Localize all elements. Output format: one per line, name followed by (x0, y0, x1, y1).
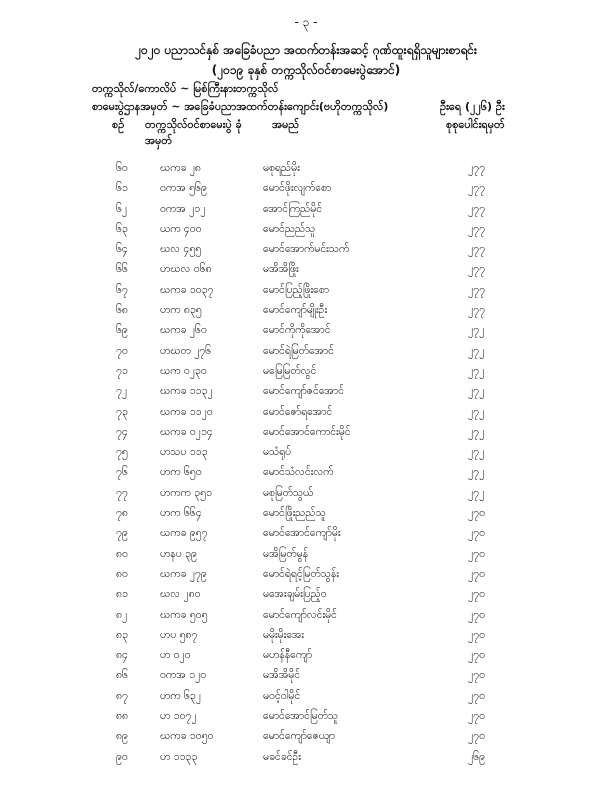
roll-number: ဟပ ၅၈၇ (160, 628, 198, 641)
student-name: မောင်သံလင်းလက် (263, 466, 334, 479)
total-marks: ၂၇၀ (468, 649, 485, 662)
total-marks: ၂၇၂ (468, 324, 485, 337)
row-number: ၇၃ (116, 405, 128, 418)
roll-number: ဟဃတ ၂၇၆ (160, 344, 212, 357)
roll-number: ဟကက ၃၅၁ (160, 486, 212, 499)
student-name: မအေးချမ်းပြည့်ဝ (263, 588, 327, 601)
table-row (0, 223, 612, 243)
student-name: မောင်ဇော်ရအောင် (263, 405, 333, 418)
roll-number: ဟက ၆၆၄ (160, 507, 202, 520)
student-name: မစုမြတ်သွယ် (263, 486, 314, 499)
student-name: မောင်ပြည့်ဖြိုးစော (263, 283, 330, 296)
table-row (0, 162, 612, 182)
row-number: ၇၈ (116, 507, 128, 520)
student-name: မောင်ကျော်မျိုးဦး (263, 304, 328, 317)
total-marks: ၂၇၇ (468, 243, 485, 256)
roll-number: ဃလ ၄၅၅ (160, 243, 202, 256)
row-number: ၈၄ (116, 649, 128, 662)
roll-number: ဃလ ၂၈၀ (160, 588, 201, 601)
table-row (0, 243, 612, 263)
total-marks: ၂၇၀ (468, 567, 485, 580)
table-row (0, 345, 612, 365)
row-number: ၆၂ (116, 202, 128, 215)
roll-number: ဃကခ ၉၅၇ (160, 527, 208, 540)
header-name: အမည် (272, 118, 300, 131)
table-row (0, 710, 612, 730)
row-number: ၆၃ (116, 222, 128, 235)
roll-number: ဝကအ ၂၁၂ (160, 202, 206, 215)
row-number: ၇၄ (116, 425, 128, 438)
roll-number: ဟ ၁၀၇၂ (160, 710, 197, 723)
total-marks: ၂၇၇ (468, 304, 485, 317)
student-name: မောင်ရဲမြတ်အောင် (263, 344, 334, 357)
total-marks: ၂၇၂ (468, 486, 485, 499)
row-number: ၈၆ (116, 669, 128, 682)
roll-number: ဃကခ ၅၀၅ (160, 608, 208, 621)
row-number: ၆၈ (116, 304, 128, 317)
total-marks: ၂၇၇ (468, 283, 485, 296)
table-row (0, 690, 612, 710)
table-row (0, 284, 612, 304)
table-row (0, 263, 612, 283)
total-marks: ၂၇၀ (468, 547, 485, 560)
student-name: မဝင့်ဝါမိုင် (263, 689, 301, 702)
student-name: မောင်အောင်ကျော်မိုး (263, 527, 341, 540)
page-number: - ၃ - (294, 15, 318, 29)
row-number: ၈၀ (116, 547, 128, 560)
roll-number: ဟနပ ၃၉ (160, 547, 197, 560)
row-number: ၇၇ (116, 486, 128, 499)
student-name: မောင်အောင်မြတ်သူ (263, 710, 339, 723)
student-name: မအိအိဖြိုး (263, 263, 299, 276)
table-row (0, 426, 612, 446)
table-row (0, 568, 612, 588)
row-number: ၆၆ (116, 263, 128, 276)
table-row (0, 365, 612, 385)
table-row (0, 751, 612, 771)
roll-number: ဟက ၈၃၅ (160, 304, 202, 317)
total-marks: ၂၇၇ (468, 182, 485, 195)
roll-number: ယက ၄၀၀ (160, 222, 202, 235)
university-label: တက္ကသိုလ်/ကောလိပ် ~ မြစ်ကြီးနားတက္ကသိုလ် (92, 82, 279, 95)
header-roll: တက္ကသိုလ်ဝင်စာမေးပွဲ ခုံအမှတ် (145, 118, 242, 147)
student-name: မောင်ရဲရင့်မြတ်သွန်း (263, 567, 339, 580)
student-name: မောင်ကျော်လင်းမိုင် (263, 608, 337, 621)
student-name: မမြေမြတ်လွင် (263, 364, 317, 377)
roll-number: ဃကခ ၀၂၁၄ (160, 425, 213, 438)
table-row (0, 487, 612, 507)
student-name: မောင်ကိုကိုအောင် (263, 324, 331, 337)
table-row (0, 406, 612, 426)
student-name: မောင်ဖြိုးညည်သူ (263, 507, 326, 520)
roll-number: ဝကအ ၅၆၉ (160, 182, 207, 195)
table-row (0, 446, 612, 466)
table-row (0, 304, 612, 324)
roll-number: ဃကခ ၁၁၃၂ (160, 385, 213, 398)
student-name: မအိမြတ်မွန် (263, 547, 309, 560)
table-row (0, 669, 612, 689)
roll-number: ဃကခ ၁၀၅၀ (160, 730, 214, 743)
table-row (0, 507, 612, 527)
row-number: ၈၀ (116, 567, 128, 580)
row-number: ၉၀ (116, 750, 128, 763)
table-row (0, 548, 612, 568)
table-row (0, 527, 612, 547)
total-marks: ၂၇၂ (468, 364, 485, 377)
roll-number: ဟ ၀၂၀ (160, 649, 191, 662)
roll-number: ဟ ၁၁၃၃ (160, 750, 198, 763)
roll-number: ဟက ၆၃၂ (160, 689, 201, 702)
row-number: ၇၀ (116, 344, 128, 357)
total-marks: ၂၇၂ (468, 344, 485, 357)
exam-center-label: စာမေးပွဲဌာနအမှတ် ~ အခြေခံပညာအထက်တန်းကျောင်း(ဗဟိုတက္ကသိုလ်) (92, 100, 389, 113)
student-name: မဟန်နီကျော် (263, 649, 313, 662)
total-marks: ၂၇၇ (468, 202, 485, 215)
total-marks: ၂၇၂ (468, 405, 485, 418)
student-name: အောင်ကြည်မိုင် (263, 202, 323, 215)
table-row (0, 385, 612, 405)
total-marks: ၂၇၀ (468, 730, 485, 743)
total-marks: ၂၆၉ (468, 750, 485, 763)
row-number: ၈၁ (116, 588, 128, 601)
roll-number: ဃကခ ၁၀၃၇ (160, 283, 214, 296)
table-row (0, 324, 612, 344)
roll-number: ဃက ၀၂၃၀ (160, 364, 207, 377)
row-number: ၆၄ (116, 243, 128, 256)
table-row (0, 182, 612, 202)
results-table (0, 162, 612, 771)
table-row (0, 588, 612, 608)
row-number: ၈၈ (116, 710, 128, 723)
row-number: ၈၉ (116, 730, 128, 743)
student-name: မောင်အောင်ကောင်းမိုင် (263, 425, 351, 438)
total-marks: ၂၇၂ (468, 385, 485, 398)
student-name: မအိအိမိုင် (263, 669, 301, 682)
row-number: ၈၇ (116, 689, 128, 702)
roll-number: ဃကခ ၁၁၂၀ (160, 405, 213, 418)
total-marks: ၂၇၀ (468, 710, 485, 723)
student-name: မောင်ဖိုးလျက်စော (263, 182, 332, 195)
row-number: ၇၉ (116, 527, 128, 540)
row-number: ၇၁ (116, 364, 128, 377)
row-number: ၆၁ (116, 182, 128, 195)
student-name: မောင်အောက်မင်းသက် (263, 243, 350, 256)
roll-number: ဝကအ ၁၂၀ (160, 669, 207, 682)
document-subtitle: (၂၀၁၉ ခုနှစ် တက္ကသိုလ်ဝင်စာမေးပွဲအောင်) (211, 63, 401, 77)
total-marks: ၂၇၀ (468, 608, 485, 621)
student-count: ဦးရေ (၂၂၆) ဦး (440, 100, 505, 113)
total-marks: ၂၇၇ (468, 263, 485, 276)
table-row (0, 649, 612, 669)
total-marks: ၂၇၀ (468, 527, 485, 540)
row-number: ၇၅ (116, 446, 128, 459)
row-number: ၈၃ (116, 628, 128, 641)
total-marks: ၂၇၀ (468, 689, 485, 702)
roll-number: ဟက ၆၅၀ (160, 466, 202, 479)
student-name: မခင်ခင်ဦး (263, 750, 301, 763)
total-marks: ၂၇၂ (468, 446, 485, 459)
roll-number: ဃကခ ၂၈ (160, 162, 201, 174)
row-number: ၆၉ (116, 324, 128, 337)
table-row (0, 629, 612, 649)
total-marks: ၂၇၇ (468, 162, 485, 174)
total-marks: ၂၇၀ (468, 669, 485, 682)
total-marks: ၂၇၀ (468, 588, 485, 601)
row-number: ၇၂ (116, 385, 128, 398)
student-name: မောင်ကျော်ဇေယျာ (263, 730, 335, 743)
table-row (0, 609, 612, 629)
student-name: မောင်ကျော်ဇင်အောင် (263, 385, 344, 398)
document-title: ၂၀၂၀ ပညာသင်နှစ် အခြေခံပညာ အထက်တန်းအဆင့် ဂုဏ်ထူးရရှိသူများစာရင်း (135, 43, 477, 57)
total-marks: ၂၇၂ (468, 466, 485, 479)
total-marks: ၂၇၂ (468, 425, 485, 438)
table-row (0, 203, 612, 223)
total-marks: ၂၇၀ (468, 628, 485, 641)
roll-number: ဟဃလ ဝ၆၈ (160, 263, 212, 276)
student-name: မောင်ညည်သူ (263, 222, 316, 235)
row-number: ၈၂ (116, 608, 128, 621)
header-no: စဉ် (112, 118, 125, 131)
roll-number: ဟသပ ၁၁၃ (160, 446, 208, 459)
total-marks: ၂၇၀ (468, 507, 485, 520)
table-row (0, 466, 612, 486)
student-name: မစုရည်မိုး (263, 162, 300, 174)
student-name: မသံရုပ် (263, 446, 292, 459)
student-name: မမိုးမိုးအေး (263, 628, 304, 641)
row-number: ၆၀ (116, 162, 128, 174)
table-row (0, 730, 612, 750)
total-marks: ၂၇၇ (468, 222, 485, 235)
header-marks: စုစုပေါင်းရမှတ် (446, 118, 505, 131)
row-number: ၆၇ (116, 283, 128, 296)
roll-number: ဃကခ ၂၆၀ (160, 324, 207, 337)
row-number: ၇၆ (116, 466, 128, 479)
roll-number: ဃကခ ၂၇၉ (160, 567, 207, 580)
